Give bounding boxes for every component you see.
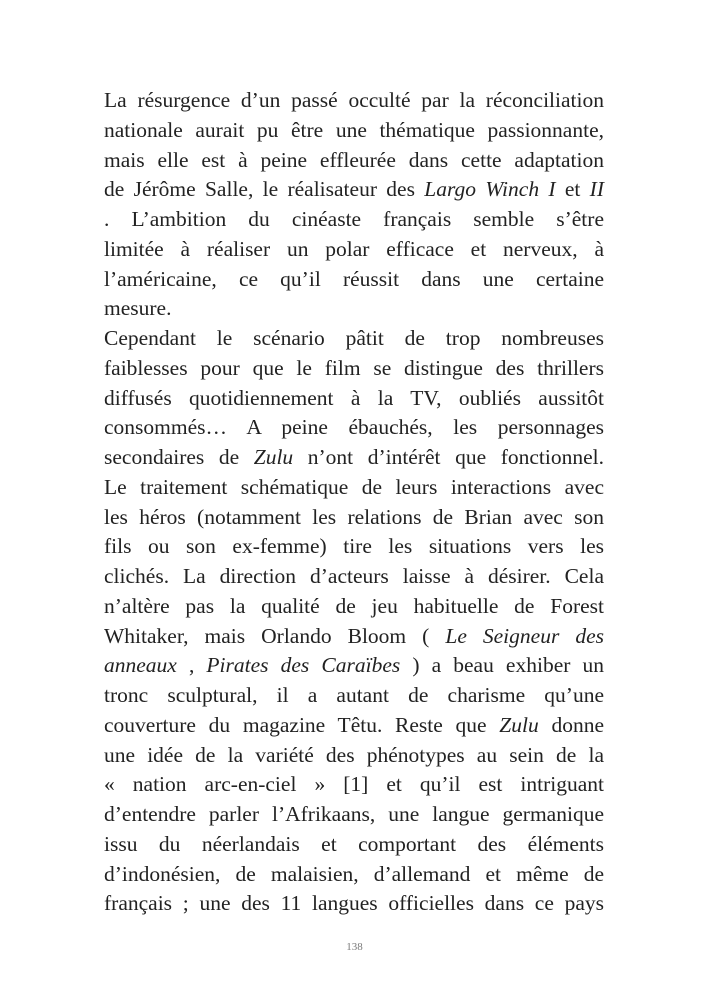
page-number: 138: [346, 941, 363, 953]
text-segment: diffusés quotidiennement à la TV, oubliés aussitôt: [104, 385, 604, 410]
text-segment: fils ou son ex-femme) tire les situations vers les: [104, 534, 604, 559]
text-line: [104, 412, 604, 442]
text-line: [104, 472, 604, 502]
text-line: [104, 888, 604, 918]
italic-title: Zulu: [499, 712, 539, 737]
text-segment: mesure.: [104, 296, 172, 321]
text-segment: . L’ambition du cinéaste français semble s’être: [104, 207, 604, 231]
text-line: [104, 383, 604, 413]
text-segment: n’altère pas la qualité de jeu habituelle de Forest: [104, 593, 604, 618]
text-segment: secondaires de: [104, 445, 254, 469]
text-line: [104, 264, 604, 294]
text-segment: Whitaker, mais Orlando Bloom (: [104, 623, 446, 648]
text-line: [104, 710, 604, 740]
text-line: [104, 293, 604, 323]
text-segment: couverture du magazine Têtu. Reste que: [104, 712, 500, 737]
text-segment: n’ont d’intérêt que fonctionnel.: [293, 445, 604, 469]
text-segment: l’américaine, ce qu’il réussit dans une certaine: [104, 266, 604, 291]
text-segment: et: [555, 177, 590, 202]
text-line: [104, 234, 604, 264]
text-segment: une idée de la variété des phénotypes au sein de la: [104, 742, 604, 767]
text-segment: ,: [176, 653, 207, 678]
text-line: [104, 442, 604, 472]
text-line: [104, 740, 604, 770]
italic-title: Zulu: [253, 445, 294, 469]
text-line: [104, 204, 604, 234]
italic-title: Pirates des Caraïbes: [206, 653, 401, 678]
text-segment: de Jérôme Salle, le réalisateur des: [104, 177, 425, 202]
text-line: [104, 502, 604, 532]
text-line: [104, 680, 604, 710]
text-line: [104, 829, 604, 859]
text-line: [104, 591, 604, 621]
text-line: [104, 323, 604, 353]
text-line: [104, 561, 604, 591]
italic-title: Le Seigneur des: [445, 623, 604, 648]
text-segment: d’entendre parler l’Afrikaans, une langue germanique: [104, 802, 604, 826]
text-segment: nationale aurait pu être une thématique passionnante,: [104, 117, 604, 142]
text-line: [104, 531, 604, 561]
text-segment: consommés… A peine ébauchés, les personnages: [104, 415, 604, 440]
text-line: [104, 145, 604, 175]
text-segment: d’indonésien, de malaisien, d’allemand et même de: [104, 861, 604, 886]
text-segment: mais elle est à peine effleurée dans cette adaptation: [104, 147, 604, 172]
text-line: [104, 174, 604, 204]
text-segment: Cependant le scénario pâtit de trop nombreuses: [104, 326, 604, 350]
text-line: [104, 85, 604, 115]
italic-title: II: [589, 177, 604, 202]
text-line: [104, 353, 604, 383]
text-line: [104, 859, 604, 889]
italic-title: anneaux: [104, 653, 177, 678]
text-segment: tronc sculptural, il a autant de charisme qu’une: [104, 683, 604, 707]
text-segment: « nation arc-en-ciel » [1] et qu’il est intriguant: [104, 772, 604, 797]
text-segment: les héros (notamment les relations de Brian avec son: [104, 504, 604, 529]
text-line: [104, 650, 604, 680]
text-segment: La résurgence d’un passé occulté par la réconciliation: [104, 88, 604, 112]
text-line: [104, 769, 604, 799]
italic-title: Largo Winch I: [424, 177, 556, 202]
text-segment: clichés. La direction d’acteurs laisse à désirer. Cela: [104, 564, 604, 588]
text-segment: ) a beau exhiber un: [400, 653, 604, 678]
text-line: [104, 621, 604, 651]
text-line: [104, 115, 604, 145]
text-segment: français ; une des 11 langues officielles dans ce pays: [104, 891, 604, 916]
text-segment: limitée à réaliser un polar efficace et nerveux, à: [104, 236, 604, 261]
text-segment: issu du néerlandais et comportant des éléments: [104, 831, 604, 856]
text-segment: donne: [538, 712, 604, 737]
text-segment: faiblesses pour que le film se distingue des thrillers: [104, 355, 604, 380]
text-line: [104, 799, 604, 829]
text-segment: Le traitement schématique de leurs interactions avec: [104, 474, 604, 499]
